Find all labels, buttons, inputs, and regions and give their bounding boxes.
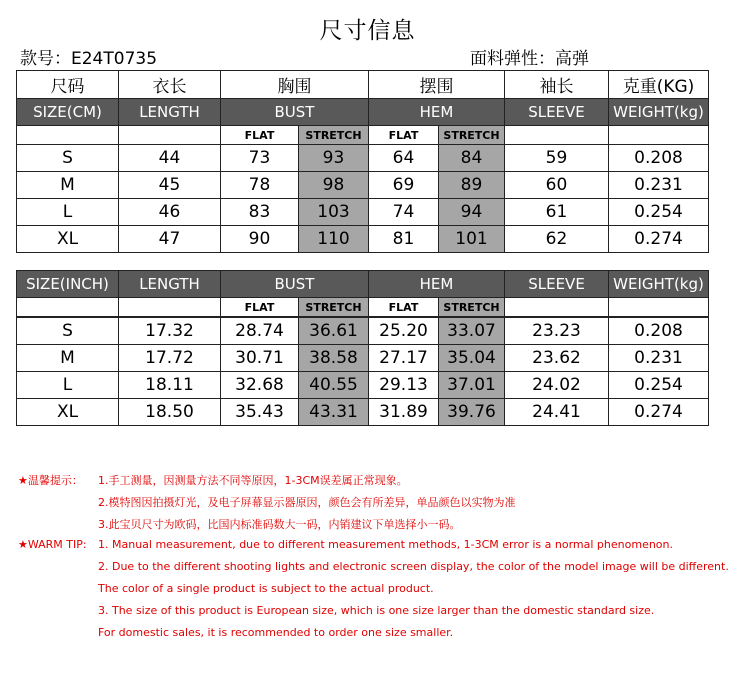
sub-header-bust-stretch: STRETCH xyxy=(299,298,369,317)
size-table-inch xyxy=(16,270,709,426)
sub-header-empty xyxy=(505,298,609,317)
cell-hem-flat: 25.20 xyxy=(369,318,439,345)
header-sleeve: SLEEVE xyxy=(505,99,609,126)
header-row xyxy=(17,99,709,126)
cell-sleeve: 23.62 xyxy=(505,345,609,372)
cn-header-size: 尺码 xyxy=(17,71,119,99)
sub-header-empty xyxy=(119,126,221,145)
sub-header-row xyxy=(17,126,709,145)
tip-cn-line-2: 2.模特图因拍摄灯光，及电子屏幕显示器原因，颜色会有所差异，单品颜色以实物为准 xyxy=(98,496,516,509)
cn-header-length: 衣长 xyxy=(119,71,221,99)
cell-size: L xyxy=(17,199,119,226)
header-length: LENGTH xyxy=(119,99,221,126)
table-row xyxy=(17,172,709,199)
cell-weight: 0.231 xyxy=(609,172,709,199)
cell-bust-flat: 78 xyxy=(221,172,299,199)
sub-header-bust-flat: FLAT xyxy=(221,298,299,317)
header-hem: HEM xyxy=(369,271,505,298)
sub-header-hem-stretch: STRETCH xyxy=(439,126,505,145)
header-weight: WEIGHT(kg) xyxy=(609,99,709,126)
cell-length: 18.11 xyxy=(119,372,221,399)
cell-bust-flat: 73 xyxy=(221,145,299,172)
header-bust: BUST xyxy=(221,99,369,126)
cell-sleeve: 24.41 xyxy=(505,399,609,426)
cell-bust-flat: 90 xyxy=(221,226,299,253)
header-size: SIZE(CM) xyxy=(17,99,119,126)
tip-en-line-4: 3. The size of this product is European size, which is one size larger than the domestic standard size. xyxy=(98,604,655,617)
sub-header-empty xyxy=(119,298,221,317)
header-size: SIZE(INCH) xyxy=(17,271,119,298)
cell-sleeve: 60 xyxy=(505,172,609,199)
tip-en-line-1: 1. Manual measurement, due to different measurement methods, 1-3CM error is a normal phenomenon. xyxy=(98,538,674,551)
cell-size: S xyxy=(17,318,119,345)
cell-weight: 0.254 xyxy=(609,372,709,399)
cell-length: 18.50 xyxy=(119,399,221,426)
cell-hem-flat: 29.13 xyxy=(369,372,439,399)
cell-hem-flat: 27.17 xyxy=(369,345,439,372)
table-row xyxy=(17,345,709,372)
cell-sleeve: 61 xyxy=(505,199,609,226)
table-row xyxy=(17,318,709,345)
table-row xyxy=(17,199,709,226)
cell-sleeve: 59 xyxy=(505,145,609,172)
cell-bust-stretch: 103 xyxy=(299,199,369,226)
cell-bust-stretch: 38.58 xyxy=(299,345,369,372)
cell-bust-flat: 30.71 xyxy=(221,345,299,372)
tip-en-line-2: 2. Due to the different shooting lights and electronic screen display, the color of the model image will be different. xyxy=(98,560,729,573)
cell-size: M xyxy=(17,345,119,372)
cell-hem-stretch: 37.01 xyxy=(439,372,505,399)
header-sleeve: SLEEVE xyxy=(505,271,609,298)
style-number: 款号：E24T0735 xyxy=(20,49,158,69)
cell-size: L xyxy=(17,372,119,399)
cell-hem-stretch: 84 xyxy=(439,145,505,172)
cell-size: S xyxy=(17,145,119,172)
cell-length: 17.72 xyxy=(119,345,221,372)
cn-header-hem: 摆围 xyxy=(369,71,505,99)
tips-en-label: ★WARM TIP: xyxy=(18,538,87,551)
cell-hem-flat: 81 xyxy=(369,226,439,253)
cell-size: XL xyxy=(17,399,119,426)
cell-weight: 0.208 xyxy=(609,145,709,172)
header-hem: HEM xyxy=(369,99,505,126)
sub-header-empty xyxy=(17,298,119,317)
sub-header-empty xyxy=(17,126,119,145)
sub-header-hem-stretch: STRETCH xyxy=(439,298,505,317)
cell-weight: 0.208 xyxy=(609,318,709,345)
cell-weight: 0.274 xyxy=(609,399,709,426)
cell-bust-flat: 32.68 xyxy=(221,372,299,399)
header-bust: BUST xyxy=(221,271,369,298)
header-weight: WEIGHT(kg) xyxy=(609,271,709,298)
cell-length: 44 xyxy=(119,145,221,172)
sub-header-empty xyxy=(609,126,709,145)
cell-bust-flat: 35.43 xyxy=(221,399,299,426)
sub-header-bust-flat: FLAT xyxy=(221,126,299,145)
cell-sleeve: 24.02 xyxy=(505,372,609,399)
cell-bust-stretch: 110 xyxy=(299,226,369,253)
size-table-cm xyxy=(16,70,709,253)
cell-weight: 0.274 xyxy=(609,226,709,253)
fabric-elasticity: 面料弹性：高弹 xyxy=(470,49,589,69)
tip-cn-line-1: 1.手工测量，因测量方法不同等原因，1-3CM误差属正常现象。 xyxy=(98,474,408,487)
cell-hem-stretch: 94 xyxy=(439,199,505,226)
cell-size: XL xyxy=(17,226,119,253)
sub-header-row xyxy=(17,298,709,317)
cell-hem-stretch: 35.04 xyxy=(439,345,505,372)
cell-sleeve: 62 xyxy=(505,226,609,253)
sub-header-empty xyxy=(505,126,609,145)
cell-length: 45 xyxy=(119,172,221,199)
cell-size: M xyxy=(17,172,119,199)
tip-cn-line-3: 3.此宝贝尺寸为欧码，比国内标准码数大一码，内销建议下单选择小一码。 xyxy=(98,518,461,531)
table-row xyxy=(17,399,709,426)
cell-hem-flat: 69 xyxy=(369,172,439,199)
sub-header-hem-flat: FLAT xyxy=(369,298,439,317)
cell-bust-flat: 83 xyxy=(221,199,299,226)
tip-en-line-3: The color of a single product is subject to the actual product. xyxy=(98,582,434,595)
cell-hem-flat: 31.89 xyxy=(369,399,439,426)
cell-weight: 0.231 xyxy=(609,345,709,372)
cell-bust-stretch: 98 xyxy=(299,172,369,199)
cell-hem-stretch: 101 xyxy=(439,226,505,253)
cell-hem-flat: 74 xyxy=(369,199,439,226)
cn-header-bust: 胸围 xyxy=(221,71,369,99)
table-row xyxy=(17,372,709,399)
cell-hem-stretch: 89 xyxy=(439,172,505,199)
cell-length: 46 xyxy=(119,199,221,226)
cell-sleeve: 23.23 xyxy=(505,318,609,345)
sub-header-hem-flat: FLAT xyxy=(369,126,439,145)
sub-header-empty xyxy=(609,298,709,317)
cell-bust-stretch: 36.61 xyxy=(299,318,369,345)
table-row xyxy=(17,226,709,253)
page-title: 尺寸信息 xyxy=(319,18,416,44)
cell-length: 47 xyxy=(119,226,221,253)
cell-bust-stretch: 40.55 xyxy=(299,372,369,399)
cn-header-row xyxy=(17,71,709,99)
header-length: LENGTH xyxy=(119,271,221,298)
cell-hem-flat: 64 xyxy=(369,145,439,172)
table-row xyxy=(17,145,709,172)
tip-en-line-5: For domestic sales, it is recommended to order one size smaller. xyxy=(98,626,454,639)
header-row xyxy=(17,271,709,298)
cell-bust-stretch: 93 xyxy=(299,145,369,172)
cell-bust-stretch: 43.31 xyxy=(299,399,369,426)
cell-weight: 0.254 xyxy=(609,199,709,226)
cn-header-sleeve: 袖长 xyxy=(505,71,609,99)
tips-cn-label: ★温馨提示： xyxy=(18,474,83,487)
cell-hem-stretch: 39.76 xyxy=(439,399,505,426)
cell-hem-stretch: 33.07 xyxy=(439,318,505,345)
cell-length: 17.32 xyxy=(119,318,221,345)
cell-bust-flat: 28.74 xyxy=(221,318,299,345)
sub-header-bust-stretch: STRETCH xyxy=(299,126,369,145)
cn-header-weight: 克重(KG) xyxy=(609,71,709,99)
